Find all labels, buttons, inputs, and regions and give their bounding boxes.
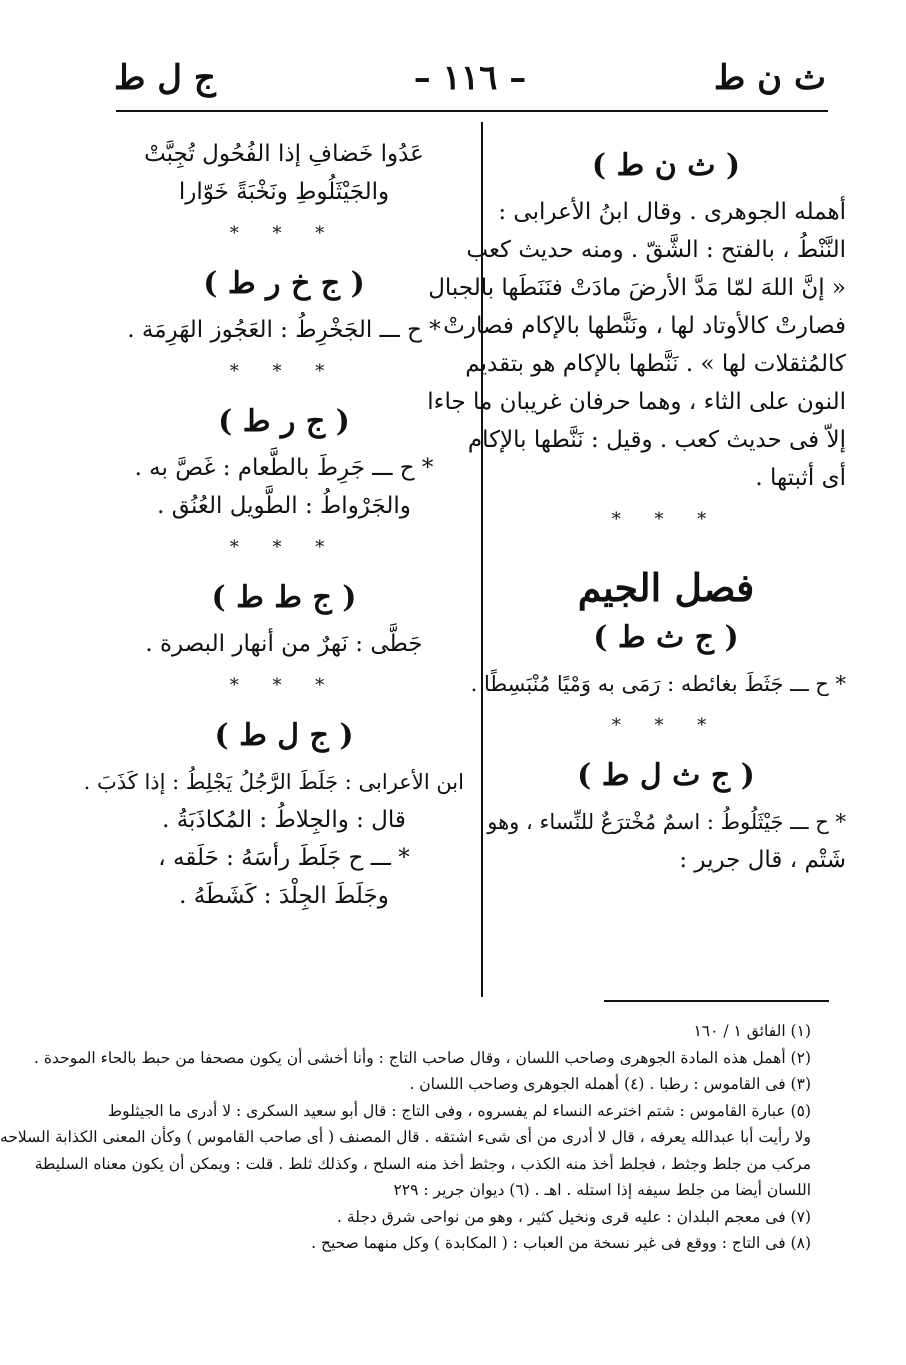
footnote-line: (٣) فى القاموس : رطبا . (٤) أهمله الجوهرى وصاحب اللسان .: [409, 1075, 811, 1093]
entry-title: ( ج ث ط ): [593, 620, 739, 655]
entry-title: ( ج ث ل ط ): [577, 758, 755, 793]
text-line: * ح ـــ الجَخْرِطُ : العَجُوز الهَرِمَة .: [127, 317, 441, 343]
footnote-line: اللسان أيضا من جلط سيفه إذا استله . اهـ . (٦) ديوان جرير : ٢٢٩: [393, 1181, 811, 1199]
footnote-line: ولا رأيت أبا عبدالله يعرفه ، قال لا أدرى من أى شىء اشتقه . قال المصنف ( أى صاحب القاموس ) وكأن المعنى الكذابة السلاحه: [0, 1128, 811, 1146]
text-line: * ح ـــ جَرِطَ بالطَّعام : غَصَّ به .: [134, 455, 434, 481]
header-right-root: ث ن ط: [713, 58, 826, 98]
separator-stars: * * *: [611, 509, 721, 530]
entry-title: ( ج ط ط ): [211, 580, 357, 615]
footnote-rule: [604, 1000, 829, 1002]
poem-line: عَدُوا خَضافِ إذا الفُحُول تُجِبَّتْ: [144, 141, 424, 167]
footnote-line: (٢) أهمل هذه المادة الجوهرى وصاحب اللسان ، وقال صاحب التاج : وأنا أخشى أن يكون مصحفا من حبط بالحاء الموحدة .: [34, 1048, 811, 1067]
text-line: * ح ـــ جَثَطَ بغائطه : رَمَى به وَمْيًا مُنْبَسِطًا .: [470, 672, 846, 696]
text-line: « إنَّ اللهَ لمّا مَدَّ الأرضَ مادَتْ فنَنَطَها بالجبال: [428, 275, 846, 301]
text-line: النون على الثاء ، وهما حرفان غريبان ما جاءا: [427, 389, 846, 415]
entry-title: ( ج ل ط ): [214, 718, 354, 753]
footnote-line: (٥) عبارة القاموس : شتم اخترعه النساء لم يفسروه ، وفى التاج : قال أبو سعيد السكرى : لا أدرى ما الجيثلوط: [107, 1101, 811, 1120]
right-column: [427, 135, 846, 879]
section-heading: فصل الجيم: [577, 565, 755, 610]
text-line: والجَرْواطُ : الطَّويل العُنُق .: [157, 493, 411, 519]
text-line: أى أثبتها .: [755, 465, 846, 491]
separator-stars: * * *: [229, 223, 339, 244]
separator-stars: * * *: [229, 361, 339, 382]
poem-line: والجَيْثَلُوطِ ونَخْبَةً خَوّارا: [178, 179, 390, 205]
separator-stars: * * *: [229, 537, 339, 558]
text-line: * ـــ ح جَلَطَ رأسَهُ : حَلَقه ،: [158, 845, 410, 871]
footnote-line: (٨) فى التاج : ووقع فى غير نسخة من العباب : ( المكابدة ) وكل منهما صحيح .: [311, 1234, 811, 1252]
header-left-root: ج ل ط: [114, 58, 216, 98]
page-number: – ١١٦ –: [413, 58, 527, 98]
text-line: فصارتْ كالأوتاد لها ، ونَنَّطها بالإكام فصارتْ: [443, 313, 846, 339]
separator-stars: * * *: [229, 675, 339, 696]
page-header: [114, 58, 826, 104]
header-rule: [116, 110, 828, 112]
entry-title: ( ث ن ط ): [591, 148, 741, 183]
text-line: كالمُثقلات لها » . نَنَّطها بالإكام هو بتقديم: [465, 351, 846, 377]
text-line: أهمله الجوهرى . وقال ابنُ الأعرابى :: [498, 199, 846, 225]
entry-title: ( ج خ ر ط ): [203, 266, 365, 301]
separator-stars: * * *: [611, 715, 721, 736]
left-column: [83, 135, 464, 915]
footnote-line: (٧) فى معجم البلدان : عليه قرى ونخيل كثير ، وهو من نواحى شرق دجلة .: [337, 1207, 811, 1226]
footnote-line: مركب من جلط وجثط ، فجلط أخذ منه الكذب ، وجثط أخذ منه السلح ، وكذلك ثلط . قلت : ويمكن أن يكون معناه السليطة: [34, 1154, 811, 1173]
footnote-line: (١) الفائق ١ / ١٦٠: [693, 1022, 811, 1040]
footnotes: [0, 1018, 811, 1257]
text-line: النَّنْطُ ، بالفتح : الشَّقّ . ومنه حديث كعب: [466, 237, 846, 263]
text-line: قال : والجِلاطُ : المُكاذَبَةُ .: [162, 807, 406, 833]
text-line: جَطَّى : نَهرٌ من أنهار البصرة .: [145, 631, 423, 657]
entry-title: ( ج ر ط ): [218, 404, 350, 439]
text-line: وجَلَطَ الجِلْدَ : كَشَطَهُ .: [179, 883, 389, 909]
text-line: * ح ـــ جَيْثَلُوطُ : اسمٌ مُخْترَعٌ للنِّساء ، وهو: [487, 810, 846, 834]
text-line: شَتْم ، قال جرير :: [679, 847, 846, 873]
text-line: إلاّ فى حديث كعب . وقيل : نَنَّطها بالإكام: [467, 427, 846, 453]
text-line: ابن الأعرابى : جَلَطَ الرَّجُلُ يَجْلِطُ : إذا كَذَبَ .: [83, 770, 464, 794]
